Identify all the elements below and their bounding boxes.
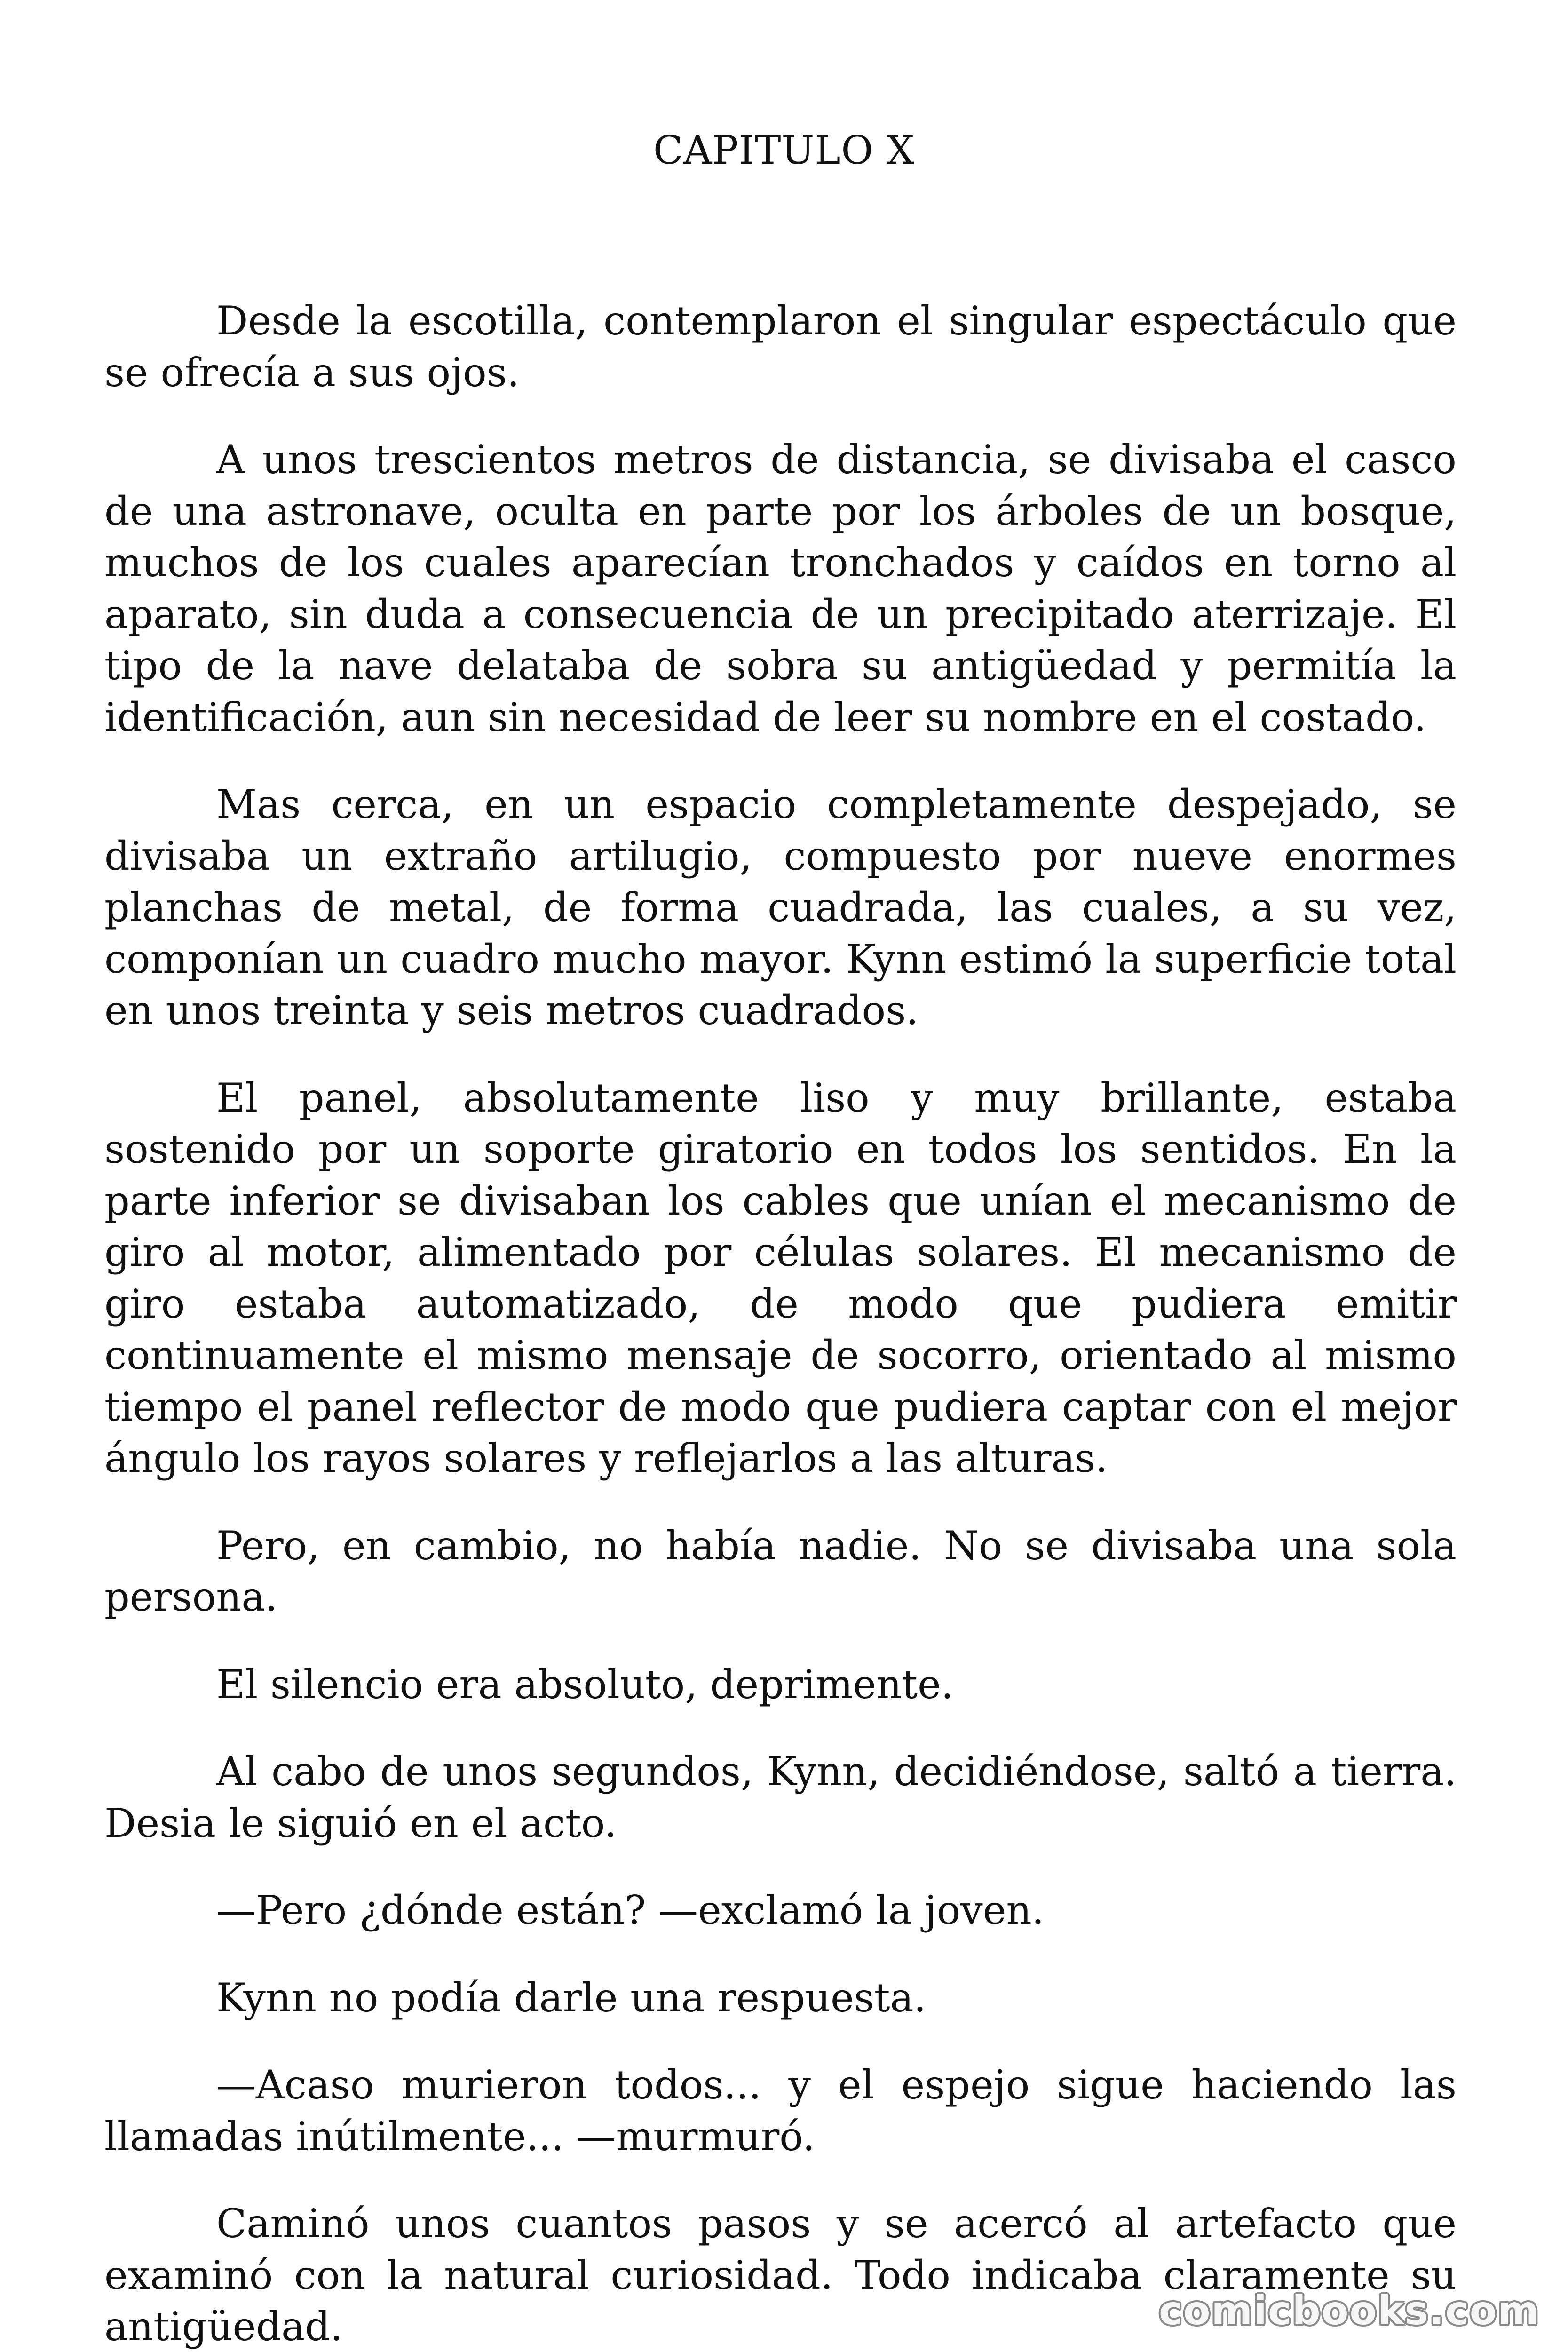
paragraph: —Pero ¿dónde están? —exclamó la joven.	[216, 1887, 1045, 1933]
paragraph: A unos trescientos metros de distancia, se divisaba el casco de una astronave, oculta en parte por los árboles de un bosque, muchos de los cuales aparecían tronchados y caídos en torno al aparato, sin duda a consecuencia de un precipitado aterrizaje. El tipo de la nave delataba de sobra su antigüedad y permitía la identificación, aun sin necesidad de leer su nombre en el costado.	[104, 437, 1457, 740]
paragraph: Pero, en cambio, no había nadie. No se divisaba una sola persona.	[104, 1522, 1457, 1620]
paragraph: Al cabo de unos segundos, Kynn, decidiéndose, saltó a tierra. Desia le siguió en el acto.	[104, 1748, 1457, 1846]
paragraph: Kynn no podía darle una respuesta.	[216, 1974, 927, 2021]
paragraph: Desde la escotilla, contemplaron el singular espectáculo que se ofrecía a sus ojos.	[104, 298, 1457, 396]
site-watermark: comicbooks.com	[1159, 2288, 1540, 2334]
paragraph: El silencio era absoluto, deprimente.	[216, 1661, 954, 1708]
chapter-body	[104, 295, 1457, 2352]
chapter-title: CAPITULO X	[653, 127, 915, 173]
paragraph: Mas cerca, en un espacio completamente despejado, se divisaba un extraño artilugio, compuesto por nueve enormes planchas de metal, de forma cuadrada, las cuales, a su vez, componían un cuadro mucho mayor. Kynn estimó la superficie total en unos treinta y seis metros cuadrados.	[104, 781, 1457, 1033]
paragraph: —Acaso murieron todos... y el espejo sigue haciendo las llamadas inútilmente... —murmuró.	[104, 2062, 1457, 2160]
paragraph: El panel, absolutamente liso y muy brillante, estaba sostenido por un soporte giratorio en todos los sentidos. En la parte inferior se divisaban los cables que unían el mecanismo de giro al motor, alimentado por células solares. El mecanismo de giro estaba automatizado, de modo que pudiera emitir continuamente el mismo mensaje de socorro, orientado al mismo tiempo el panel reflector de modo que pudiera captar con el mejor ángulo los rayos solares y reflejarlos a las alturas.	[104, 1074, 1457, 1481]
paragraph: Caminó unos cuantos pasos y se acercó al artefacto que examinó con la natural curiosidad. Todo indicaba claramente su antigüedad.	[104, 2201, 1457, 2350]
